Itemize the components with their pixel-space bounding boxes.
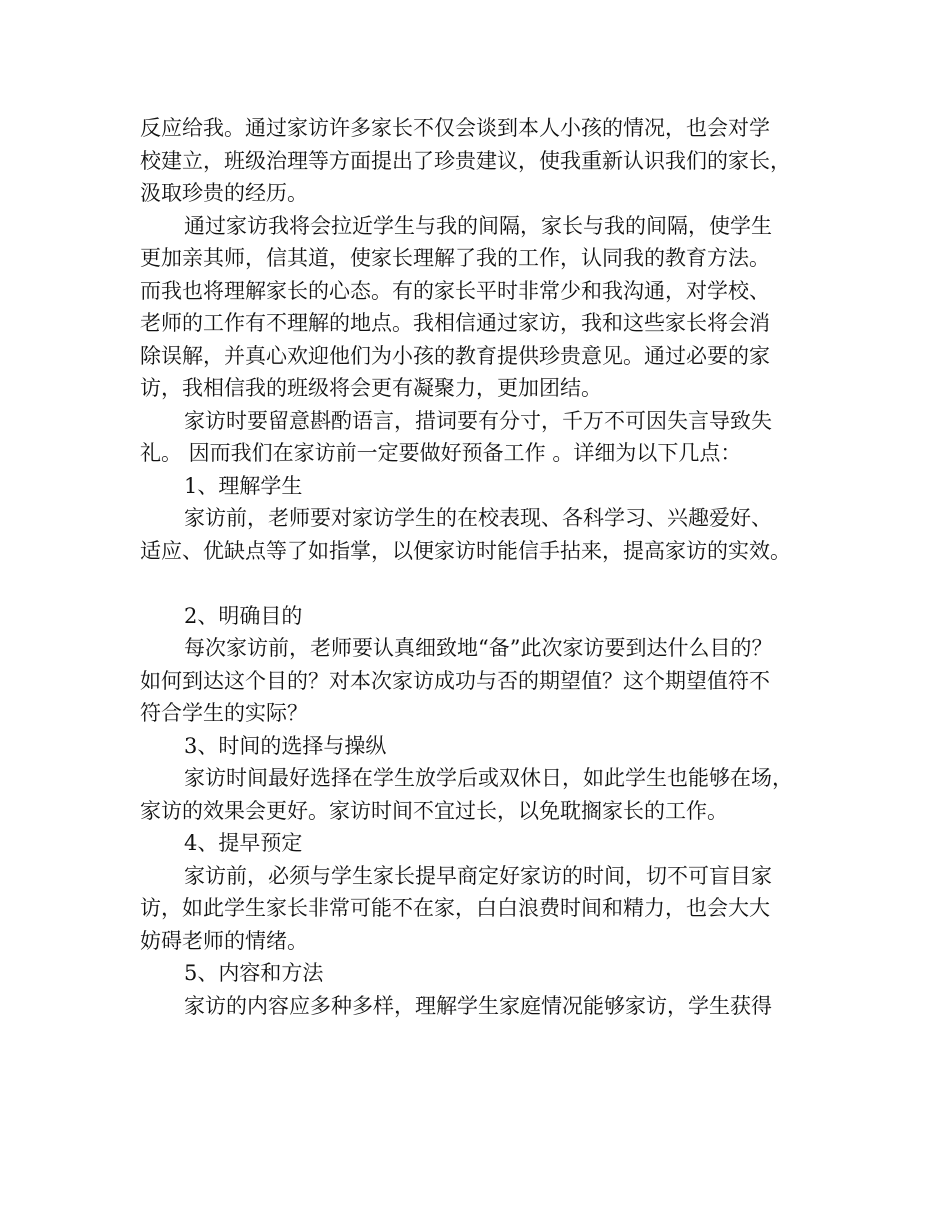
text-line: 妨碍老师的情绪。 [140, 928, 308, 953]
text-line: 而我也将理解家长的心态。有的家长平时非常少和我沟通，对学校、 [140, 278, 770, 303]
text-line: 1、理解学生 [184, 473, 303, 498]
text-line: 家访前，老师要对家访学生的在校表现、各科学习、兴趣爱好、 [184, 506, 772, 530]
text-line: 反应给我。通过家访许多家长不仅会谈到本人小孩的情况，也会对学 [140, 116, 770, 140]
text-line: 访，如此学生家长非常可能不在家，白白浪费时间和精力，也会大大 [140, 896, 770, 920]
text-line: 家访时要留意斟酌语言，措词要有分寸，千万不可因失言导致失 [184, 408, 772, 433]
blank-line [140, 567, 830, 600]
text-line: 符合学生的实际？ [140, 701, 308, 725]
text-line: 访，我相信我的班级将会更有凝聚力，更加团结。 [140, 376, 602, 400]
text-line: 每次家访前，老师要认真细致地“备”此次家访要到达什么目的？ [184, 636, 773, 660]
text-line: 5、内容和方法 [184, 961, 324, 985]
text-line: 礼。 因而我们在家访前一定要做好预备工作 。详细为以下几点： [140, 441, 742, 465]
text-line: 校建立，班级治理等方面提出了珍贵建议，使我重新认识我们的家长， [140, 148, 791, 173]
text-line: 4、提早预定 [184, 831, 303, 855]
text-line: 3、时间的选择与操纵 [184, 733, 387, 758]
text-line: 2、明确目的 [184, 603, 303, 628]
text-line: 家访前，必须与学生家长提早商定好家访的时间，切不可盲目家 [184, 863, 772, 888]
text-line: 家访时间最好选择在学生放学后或双休日，如此学生也能够在场， [184, 766, 793, 790]
text-line: 除误解，并真心欢迎他们为小孩的教育提供珍贵意见。通过必要的家 [140, 343, 770, 368]
text-line: 家访的效果会更好。家访时间不宜过长，以免耽搁家长的工作。 [140, 798, 728, 823]
text-line: 适应、优缺点等了如指掌，以便家访时能信手拈来，提高家访的实效。 [140, 538, 791, 563]
text-line: 家访的内容应多种多样，理解学生家庭情况能够家访，学生获得 [184, 993, 772, 1018]
text-line: 老师的工作有不理解的地点。我相信通过家访，我和这些家长将会消 [140, 311, 770, 335]
text-line: 更加亲其师，信其道，使家长理解了我的工作，认同我的教育方法。 [140, 246, 770, 270]
text-line: 通过家访我将会拉近学生与我的间隔，家长与我的间隔，使学生 [184, 213, 772, 238]
document-page [140, 112, 830, 1022]
text-line: 汲取珍贵的经历。 [140, 181, 308, 205]
text-line: 如何到达这个目的？对本次家访成功与否的期望值？这个期望值符不 [140, 668, 770, 693]
